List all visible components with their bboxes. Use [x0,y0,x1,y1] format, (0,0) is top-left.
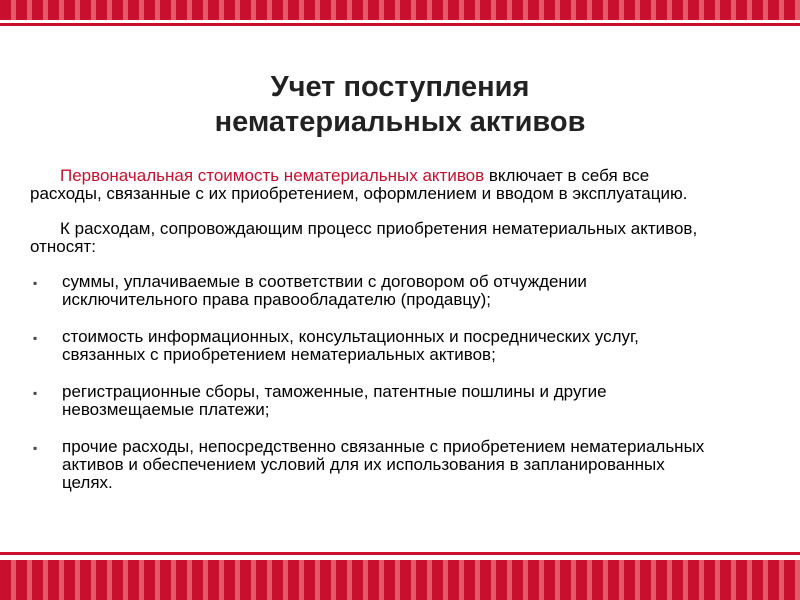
intro-paragraph-rest: включает в себя все расходы, связанные с их приобретением, оформлением и вводом в эксплуатацию. [30,166,688,203]
title-line-1: Учет поступления [270,71,530,103]
list-item-text: прочие расходы, непосредственно связанные с приобретением нематериальных активов и обеспечением условий для их использования в запланированных целях. [62,437,705,492]
expenses-intro: К расходам, сопровождающим процесс приобретения нематериальных активов, относят: [30,219,698,256]
bullet-square-icon: ▪ [33,276,38,290]
list-item [30,438,720,492]
top-decorative-band [0,0,800,20]
slide-body [30,167,720,511]
list-item-text: стоимость информационных, консультационных и посреднических услуг, связанных с приобретением нематериальных активов; [62,327,639,364]
bottom-rule [0,552,800,555]
list-item [30,328,720,364]
bullet-square-icon: ▪ [33,441,38,455]
bottom-decorative-band [0,560,800,600]
intro-paragraph [30,167,720,203]
title-line-2: нематериальных активов [214,106,586,138]
list-item [30,273,720,309]
bullet-square-icon: ▪ [33,386,38,400]
bullet-square-icon: ▪ [33,331,38,345]
list-item [30,383,720,419]
list-item-text: регистрационные сборы, таможенные, патентные пошлины и другие невозмещаемые платежи; [62,382,607,419]
list-item-text: суммы, уплачиваемые в соответствии с договором об отчуждении исключительного права правообладателю (продавцу); [62,272,587,309]
expenses-list [30,273,720,492]
top-rule [0,23,800,26]
highlighted-term: Первоначальная стоимость нематериальных активов [60,166,485,185]
slide-title [0,70,800,140]
